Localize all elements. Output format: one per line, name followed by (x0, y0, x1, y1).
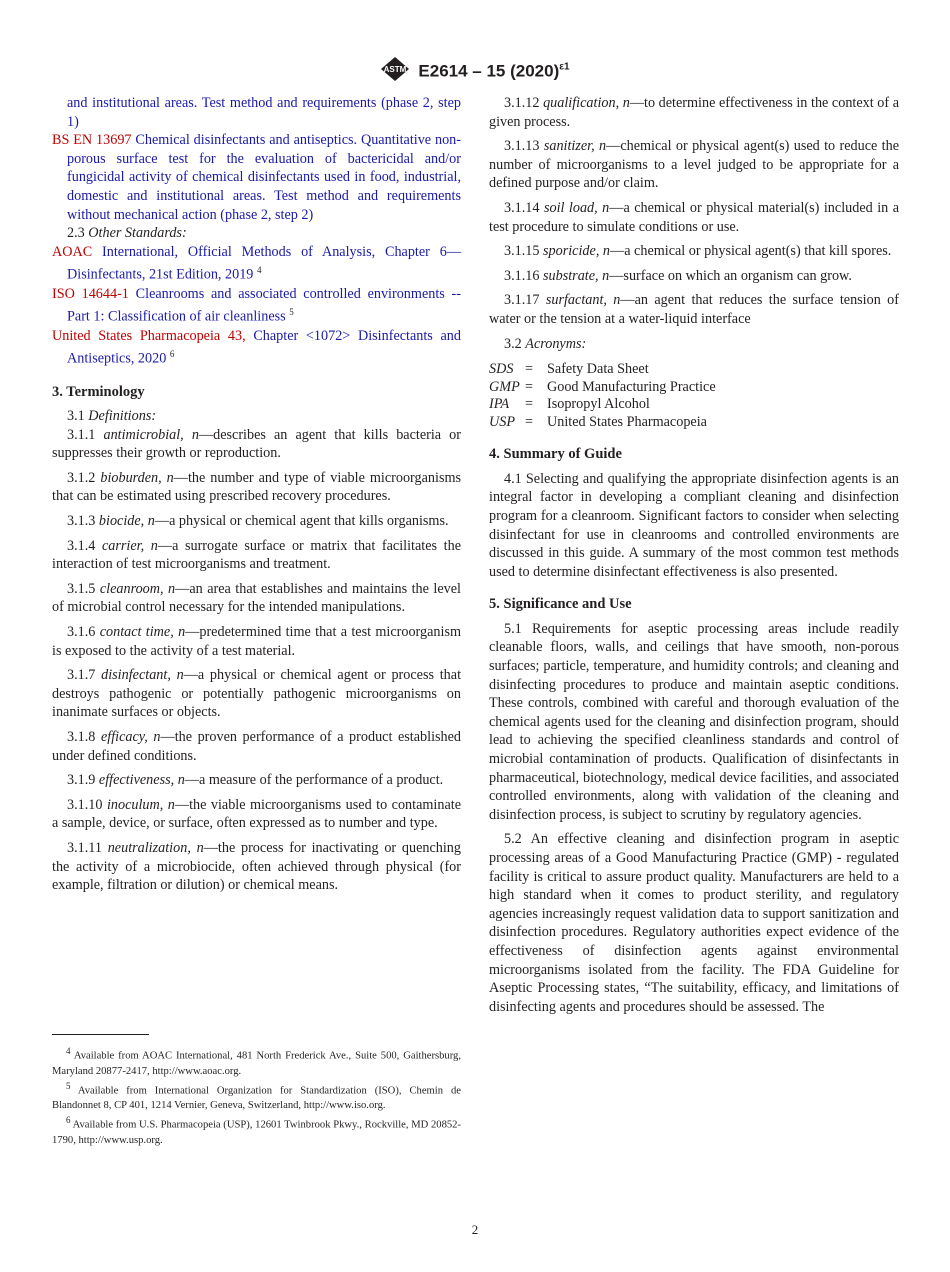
section-3-heading: 3. Terminology (52, 383, 145, 400)
footnote (52, 1044, 461, 1079)
footnote-number: 4 (66, 1046, 71, 1056)
term-name: soil load, n (543, 199, 610, 216)
right-column (489, 94, 899, 1022)
terms-list-right (489, 94, 899, 329)
footnotes (52, 1044, 461, 1148)
footnote-marker: 4 (256, 265, 262, 276)
term-number: 3.1.3 (67, 513, 99, 530)
footnote-text: Available from U.S. Pharmacopeia (USP), 12601 Twinbrook Pkwy., Rockville, MD 20852-1790, http://www.usp.org. (52, 1119, 461, 1146)
footnote-number: 6 (66, 1115, 71, 1126)
footnote-rule (52, 1034, 149, 1035)
term-number: 3.1.11 (67, 839, 108, 856)
page-header (0, 56, 950, 87)
term-name: neutralization, n (107, 839, 204, 856)
ref-continuation: and institutional areas. Test method and requirements (phase 2, step 1) (67, 95, 461, 130)
term-number: 3.1.9 (67, 772, 99, 789)
ref-title: Cleanrooms and associated controlled environments -- Part 1: Classification of air cleanliness (67, 285, 461, 325)
ref-aoac[interactable] (52, 243, 461, 285)
terms-list-left (52, 426, 461, 895)
term-text: —the number and type of viable microorganisms that can be estimated using prescribed recovery procedures. (52, 469, 462, 505)
term-name: surfactant, n (545, 292, 621, 309)
term-name: substrate, n (543, 267, 610, 284)
term-definition (52, 839, 461, 895)
term-number: 3.1.14 (504, 199, 544, 216)
term-text: —an agent that reduces the surface tension of water or the tension at a water-liquid interface (489, 292, 899, 327)
term-text: —a surrogate surface or matrix that facilitates the interaction of test microorganisms and treatment. (52, 537, 461, 573)
ref-acronym: BS EN 13697 (52, 132, 132, 149)
term-number: 3.1.8 (67, 729, 101, 746)
term-number: 3.1.13 (504, 138, 544, 155)
term-text: —a physical or chemical agent that kills organisms. (154, 513, 449, 530)
term-definition (52, 426, 461, 463)
term-text: —the viable microorganisms used to contaminate a sample, device, or surface, often expressed as to number and type. (52, 796, 461, 832)
ref-usp[interactable] (52, 327, 461, 369)
term-text: —the proven performance of a product established under defined conditions. (52, 729, 462, 764)
acronym-abbr: USP (489, 413, 516, 430)
ref-acronym: United States Pharmacopeia 43, (52, 327, 246, 344)
term-definition (52, 623, 461, 660)
term-name: effectiveness, n (98, 772, 185, 789)
page-number: 2 (471, 1222, 479, 1237)
term-text: —a physical or chemical agent or process that destroys pathogenic or potentially pathogenic microorganisms on inanimate surfaces or objects. (52, 667, 462, 721)
term-name: qualification, n (543, 95, 630, 111)
ref-iso-14644-1[interactable] (52, 285, 461, 327)
term-number: 3.1.7 (67, 667, 102, 684)
acronym-equals: = (525, 413, 534, 430)
term-number: 3.1.16 (504, 267, 544, 284)
footnote-marker: 5 (289, 307, 294, 318)
astm-logo-icon (380, 56, 410, 87)
term-definition (52, 469, 461, 506)
footnote-marker: 6 (169, 349, 175, 360)
acronym-equals: = (525, 396, 534, 413)
term-definition (52, 580, 461, 617)
term-number: 3.1.2 (67, 469, 101, 486)
term-definition (489, 242, 899, 261)
paragraph-5-2: 5.2 An effective cleaning and disinfection program in aseptic processing areas of a Good Manufacturing Practice (GMP) - regulated facility is critical to assure product quality. Manufacturers are held to a high standard when it comes to product sterility, and regulatory agencies increasingly request validation data to support sanitization and disinfection procedures. Regulatory authorities expect evidence of the effectiveness of disinfection agents against environmental microorganisms isolated from the facility. The FDA Guideline for Aseptic Processing states, “The suitability, efficacy, and limitations of disinfecting agents and procedures should be assessed. The (489, 831, 899, 1015)
acronym-abbr: IPA (489, 396, 510, 413)
term-definition (489, 267, 899, 286)
footnote-text: Available from AOAC International, 481 North Frederick Ave., Suite 500, Gaithersburg, Maryland 20877-2417, http://www.aoac.org. (52, 1050, 461, 1077)
definitions-heading: 3.1 Definitions: (67, 408, 157, 425)
term-number: 3.1.6 (67, 624, 100, 641)
left-column (52, 94, 461, 901)
footnote (52, 1113, 461, 1148)
term-text: —the process for inactivating or quenching the activity of a microbiocide, often achieved through physical (for example, filtration or dilution) or chemical means. (52, 839, 461, 894)
acronym-definition: Good Manufacturing Practice (547, 378, 716, 395)
paragraph-5-1: 5.1 Requirements for aseptic processing areas include readily cleanable floors, walls, and ceilings that have smooth, non-porous surfaces; particle, temperature, and humidity controls; and cleaning and disinfecting procedures to produce and maintain aseptic conditions. These controls, combined with careful and thorough evaluation of the chemical agents used for the cleaning and disinfection program, should lead to achieving the specified cleanliness standards and control of microbial contamination of products. Qualification of disinfectants in pharmaceutical, biotechnology, medical device facilities, and associated controlled environments, along with validation of the cleaning and disinfection process, is subject to scrutiny by regulatory agencies. (489, 620, 899, 823)
acronym-equals: = (525, 378, 534, 395)
term-definition (52, 771, 461, 790)
term-text: —predetermined time that a test microorganism is exposed to the activity of a test material. (52, 624, 462, 659)
ref-acronym: ISO 14644-1 (52, 285, 129, 302)
paragraph-4-1: 4.1 Selecting and qualifying the appropriate disinfection agents is an integral factor in developing a compliant cleaning and disinfection program for a cleanroom. Significant factors to consider when selecting disinfectant for use in cleanrooms and controlled environments are discussed in this guide. A summary of the most common test methods used to determine disinfectant effectiveness is also presented. (489, 470, 899, 580)
standard-designation: E2614 – 15 (2020) (418, 61, 560, 81)
footnote-number: 5 (66, 1080, 71, 1091)
acronym-row (489, 379, 899, 397)
term-name: efficacy, n (100, 729, 161, 746)
term-definition (52, 666, 461, 722)
term-definition (489, 94, 899, 131)
term-text: —a chemical or physical material(s) included in a test procedure to simulate conditions or use. (489, 199, 899, 235)
term-text: —a measure of the performance of a product. (184, 772, 444, 789)
term-number: 3.1.10 (67, 796, 107, 813)
term-name: carrier, n (102, 537, 158, 554)
term-text: —an area that establishes and maintains the level of microbial control necessary for the intended manipulations. (52, 580, 461, 616)
section-5-heading: 5. Significance and Use (489, 596, 632, 613)
other-standards-heading: 2.3 Other Standards: (67, 225, 187, 242)
term-name: cleanroom, n (99, 580, 176, 597)
term-definition (489, 199, 899, 236)
term-number: 3.1.12 (504, 95, 544, 111)
acronym-row (489, 361, 899, 379)
term-name: disinfectant, n (101, 667, 184, 684)
acronyms-table (489, 361, 899, 431)
term-text: —a chemical or physical agent(s) that kill spores. (610, 243, 892, 260)
term-number: 3.1.15 (504, 243, 544, 260)
term-name: biocide, n (98, 513, 155, 530)
term-name: antimicrobial, n (103, 426, 199, 443)
acronym-equals: = (525, 361, 534, 378)
ref-title: Chapter <1072> Disinfectants and Antiseptics, 2020 (67, 327, 461, 367)
term-number: 3.1.4 (67, 537, 102, 554)
epsilon-superscript: ε1 (559, 61, 570, 73)
acronym-definition: United States Pharmacopeia (547, 413, 707, 430)
acronym-abbr: GMP (489, 378, 520, 395)
term-text: —chemical or physical agent(s) used to reduce the number of microorganisms to a level judged to be appropriate for a defined purpose and/or claim. (489, 138, 900, 192)
acronym-definition: Safety Data Sheet (547, 361, 649, 378)
term-definition (489, 291, 899, 328)
term-text: —describes an agent that kills bacteria or suppresses their growth or reproduction. (52, 426, 461, 462)
term-name: inoculum, n (106, 796, 175, 813)
term-number: 3.1.1 (67, 426, 104, 443)
term-name: sporicide, n (543, 243, 611, 260)
acronyms-heading: 3.2 Acronyms: (504, 335, 587, 352)
term-number: 3.1.17 (504, 292, 546, 309)
footnote (52, 1079, 461, 1114)
term-number: 3.1.5 (67, 580, 100, 597)
acronym-abbr: SDS (489, 361, 514, 378)
acronym-row (489, 396, 899, 414)
ref-title: Chemical disinfectants and antiseptics. Quantitative non-porous surface test for the evaluation of bactericidal and/or fungicidal activity of chemical disinfectants used in food, industrial, domestic and institutional areas. Test method and requirements without mechanical action (phase 2, step 2) (67, 132, 461, 223)
svg-text:ASTM: ASTM (384, 65, 407, 74)
term-text: —surface on which an organism can grow. (609, 267, 852, 284)
term-definition (52, 728, 461, 765)
ref-bs-en-13697[interactable] (52, 131, 461, 224)
section-4-heading: 4. Summary of Guide (489, 446, 622, 463)
footnote-text: Available from International Organization for Standardization (ISO), Chemin de Blandonnet 8, CP 401, 1214 Vernier, Geneva, Switzerland, http://www.iso.org. (52, 1085, 461, 1112)
term-definition (52, 512, 461, 531)
term-name: bioburden, n (100, 469, 174, 486)
term-name: contact time, n (99, 624, 186, 641)
ref-title: International, Official Methods of Analysis, Chapter 6—Disinfectants, 21st Edition, 2019 (67, 243, 462, 284)
acronym-row (489, 414, 899, 432)
term-name: sanitizer, n (543, 138, 607, 155)
acronym-definition: Isopropyl Alcohol (547, 396, 650, 413)
term-definition (489, 137, 899, 193)
term-definition (52, 796, 461, 833)
term-definition (52, 537, 461, 574)
ref-acronym: AOAC (52, 243, 93, 260)
term-text: —to determine effectiveness in the context of a given process. (489, 95, 899, 130)
